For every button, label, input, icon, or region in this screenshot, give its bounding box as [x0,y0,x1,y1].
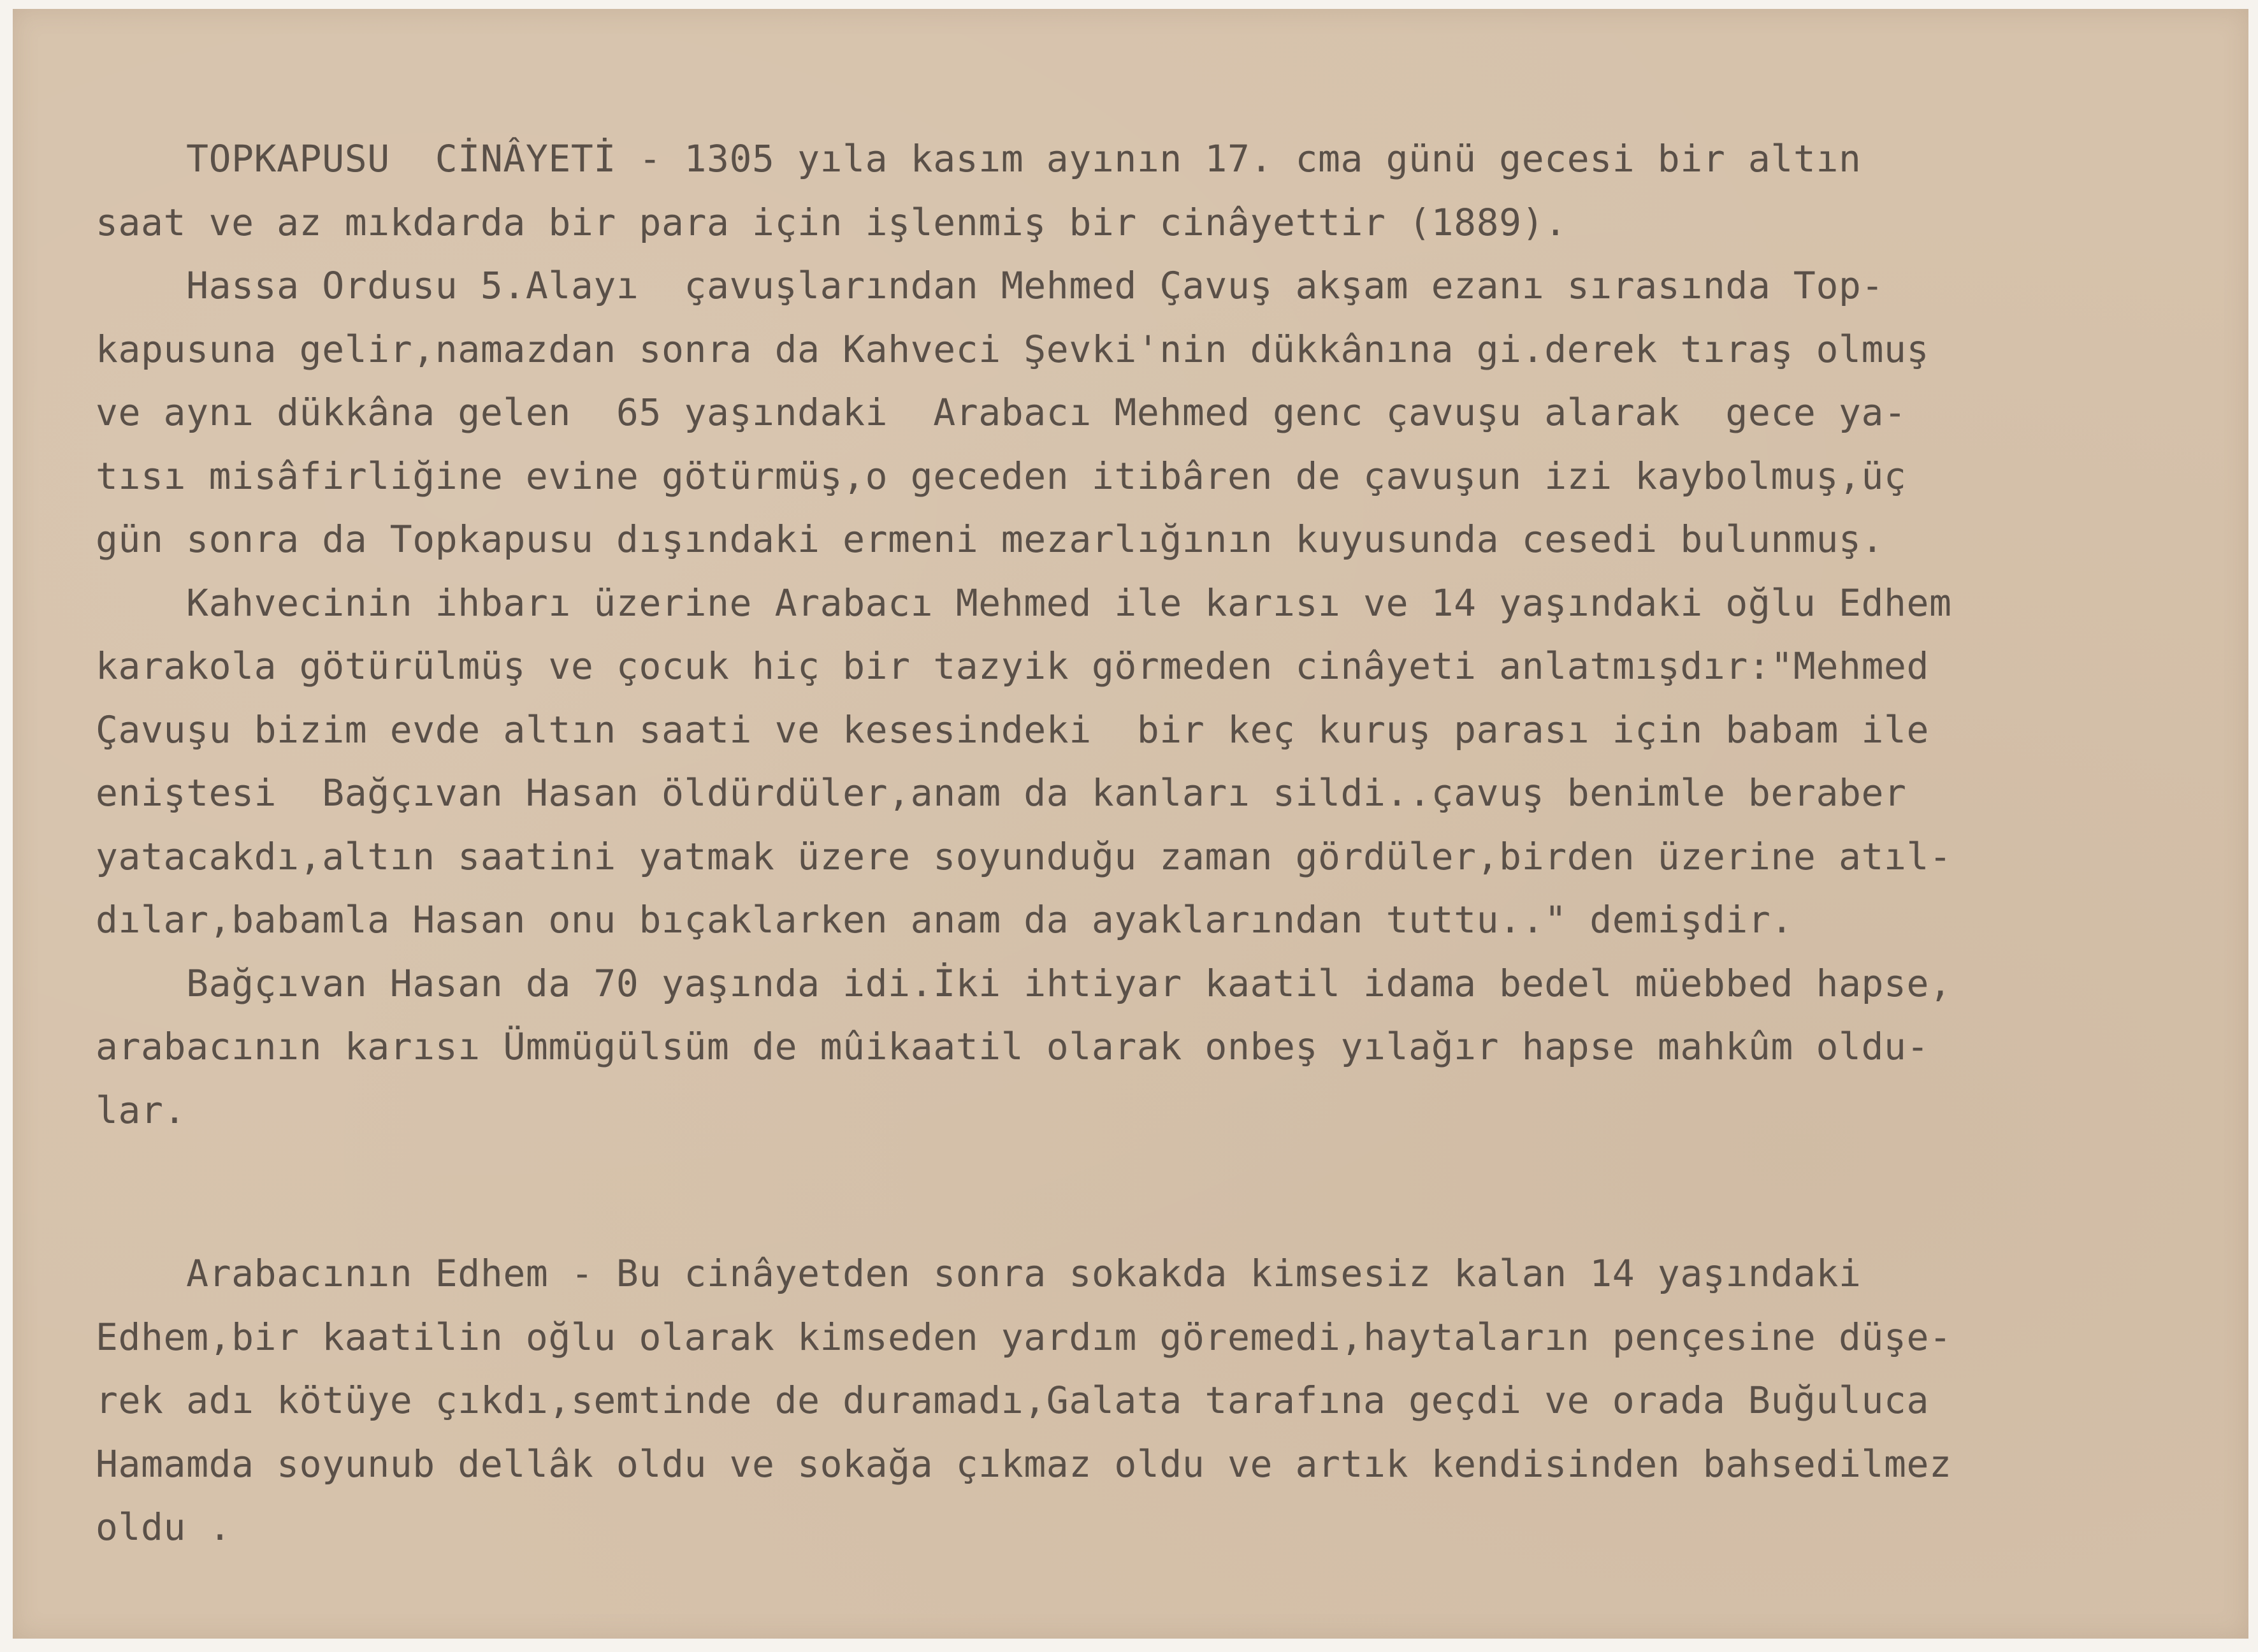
paragraph-gap [96,1142,2256,1242]
text-line: lar. [96,1088,187,1132]
text-line: gün sonra da Topkapusu dışındaki ermeni mezarlığının kuyusunda cesedi bulunmuş. [96,518,1884,561]
text-line: Hamamda soyunub dellâk oldu ve sokağa çıkmaz oldu ve artık kendisinden bahsedilmez [96,1442,1952,1486]
text-line: Kahvecinin ihbarı üzerine Arabacı Mehmed ile karısı ve 14 yaşındaki oğlu Edhem [96,581,1952,625]
paragraph-2 [96,1242,2256,1560]
text-line: arabacının karısı Ümmügülsüm de mûikaatil olarak onbeş yılağır hapse mahkûm oldu- [96,1025,1930,1068]
text-line: dılar,babamla Hasan onu bıçaklarken anam da ayaklarından tuttu.." demişdir. [96,898,1793,941]
text-line: Hassa Ordusu 5.Alayı çavuşlarından Mehmed Çavuş akşam ezanı sırasında Top- [96,264,1884,307]
text-line: Edhem,bir kaatilin oğlu olarak kimseden yardım göremedi,haytaların pençesine düşe- [96,1315,1952,1359]
text-line: Çavuşu bizim evde altın saati ve kesesindeki bir keç kuruş parası için babam ile [96,707,1930,751]
text-line: yatacakdı,altın saatini yatmak üzere soyunduğu zaman gördüler,birden üzerine atıl- [96,834,1952,878]
text-line: TOPKAPUSU CİNÂYETİ - 1305 yıla kasım ayının 17. cma günü gecesi bir altın [96,137,1862,180]
text-line: tısı misâfirliğine evine götürmüş,o geceden itibâren de çavuşun izi kaybolmuş,üç [96,454,1907,498]
typewritten-text [96,127,2256,1560]
text-line: eniştesi Bağçıvan Hasan öldürdüler,anam da kanları sildi..çavuş benimle beraber [96,771,1907,815]
text-line: kapusuna gelir,namazdan sonra da Kahveci Şevki'nin dükkânına gi.derek tıraş olmuş [96,327,1930,371]
text-line: oldu . [96,1505,232,1549]
text-line: ve aynı dükkâna gelen 65 yaşındaki Arabacı Mehmed genc çavuşu alarak gece ya- [96,391,1907,434]
text-line: saat ve az mıkdarda bir para için işlenmiş bir cinâyettir (1889). [96,200,1567,244]
text-line: karakola götürülmüş ve çocuk hiç bir tazyik görmeden cinâyeti anlatmışdır:"Mehmed [96,644,1930,688]
paragraph-1 [96,127,2256,1142]
text-line: Arabacının Edhem - Bu cinâyetden sonra sokakda kimsesiz kalan 14 yaşındaki [96,1252,1862,1295]
text-line: Bağçıvan Hasan da 70 yaşında idi.İki ihtiyar kaatil idama bedel müebbed hapse, [96,961,1952,1005]
text-line: rek adı kötüye çıkdı,semtinde de duramadı,Galata tarafına geçdi ve orada Buğuluca [96,1379,1930,1422]
